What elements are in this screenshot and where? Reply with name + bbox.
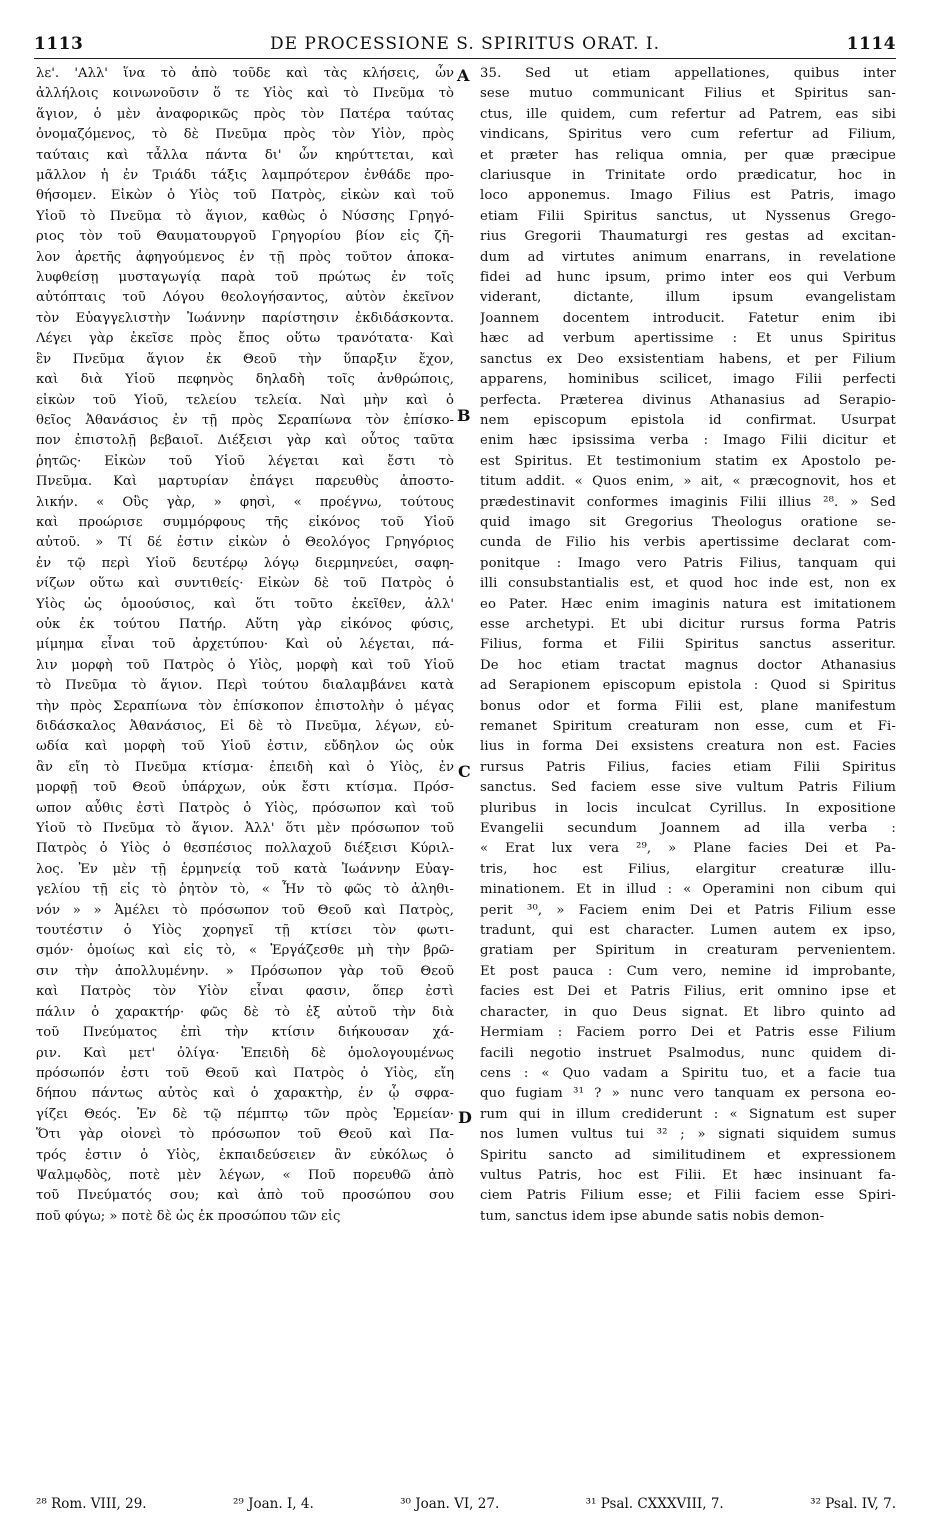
text-line: ἂν εἴη τὸ Πνεῦμα κτίσμα· ἐπειδὴ καὶ ὁ Υἱὸς, ἐν (36, 759, 454, 775)
text-line: Filius, forma et Filii Spiritus sanctus asseritur. (480, 637, 896, 653)
text-line: tris, hoc est Filius, elargitur creaturæ illu- (480, 861, 896, 877)
text-line: hæc ad verbum apertissime : Et unus Spiritus (480, 331, 896, 347)
text-line: De hoc etiam tractat magnus doctor Athanasius (480, 657, 896, 673)
text-line: ῥητῶς· Εἰκὼν τοῦ Υἱοῦ λέγεται καὶ ἔστι τὸ (36, 453, 454, 469)
text-line: ποῦ φύγω; » ποτὲ δὲ ὡς ἐκ προσώπου τῶν εἰς (36, 1208, 341, 1224)
text-line: Spiritu sancto ad similitudinem et expressionem (480, 1147, 896, 1163)
text-line: nos lumen vultus tui ³² ; » signati siquidem sumus (480, 1127, 896, 1143)
text-line: character, in quo Deus signat. Et libro quinto ad (480, 1004, 896, 1020)
text-line: μίμημα εἶναι τοῦ ἀρχετύπου· Καὶ οὐ λέγεται, πά- (36, 637, 454, 653)
text-line: bonus odor et forma Filii est, plane manifestum (480, 698, 896, 714)
text-line: γελίου τῇ εἰς τὸ ῥητὸν τὸ, « Ἦν τὸ φῶς τὸ ἀληθι- (36, 882, 454, 898)
text-line: rius Gregorii Thaumaturgi res gestas ad excitan- (480, 229, 896, 245)
text-line: δήπου πάντως αὐτὸς καὶ ὁ χαρακτὴρ, ἐν ᾧ σφρα- (36, 1086, 454, 1102)
text-line: Υἱὸς ὡς ὁμοούσιος, καὶ ὅτι τοῦτο ἐκεῖθεν, ἀλλ' (36, 596, 454, 612)
text-line: διδάσκαλος Ἀθανάσιος, Εἰ δὲ τὸ Πνεῦμα, λέγων, εὐ- (36, 719, 454, 734)
text-line: ctus, ille quidem, cum refertur ad Patrem, eas sibi (480, 106, 896, 122)
text-line: αὐτοῦ. » Τί δέ ἐστιν εἰκὼν ὁ Θεολόγος Γρηγόριος (36, 535, 454, 551)
text-line: sanctus. Sed faciem esse sive vultum Patris Filium (480, 780, 896, 796)
text-line: ἐν τῷ περὶ Υἱοῦ δευτέρῳ λόγῳ διερμηνεύει, σαφη- (36, 555, 454, 571)
text-line: μορφῇ τοῦ Θεοῦ ὑπάρχων, οὐκ ἔστι κτίσμα. Πρόσ- (36, 780, 454, 796)
text-line: remanet Spiritum creaturam non esse, cum et Fi- (480, 719, 896, 734)
text-line: tradunt, qui est character. Lumen autem ex ipso, (480, 923, 896, 939)
text-line: λον ἀρετῆς ἀφηγούμενος ἐν τῇ πρὸς τοῦτον ἀποκα- (36, 249, 454, 265)
text-line: nem episcopum epistola id confirmat. Usurpat (480, 412, 896, 428)
text-line: λιν μορφὴ τοῦ Πατρὸς ὁ Υἱὸς, μορφὴ καὶ τοῦ Υἱοῦ (36, 657, 454, 673)
text-line: ciem Patris Filium esse; et Filii faciem esse Spiri- (480, 1188, 896, 1204)
text-line: ὀνομαζόμενος, τὸ δὲ Πνεῦμα πρὸς τὸν Υἱὸν, πρὸς (36, 127, 454, 143)
page-number-right: 1114 (846, 34, 896, 54)
text-line: Λέγει γὰρ ἐκεῖσε πρὸς ἔπος οὕτω τρανότατα· Καὶ (36, 331, 454, 347)
text-line: cunda de Filio his verbis apertissime declarat com- (480, 535, 896, 551)
text-line: πον ἐπιστολῇ βεβαιοῖ. Διέξεισι γὰρ καὶ οὗτος ταῦτα (36, 433, 454, 449)
text-line: et præter has reliqua omnia, per quæ præcipue (480, 147, 896, 163)
text-line: νόν » » Ἀμέλει τὸ πρόσωπον τοῦ Θεοῦ καὶ Πατρὸς, (36, 902, 454, 918)
text-line: ωπον αὖθις ἐστὶ Πατρὸς ὁ Υἱὸς, πρόσωπον καὶ τοῦ (36, 800, 454, 816)
footnote-31: ³¹ Psal. CXXXVIII, 7. (585, 1496, 724, 1512)
text-line: καὶ Πατρὸς τὸν Υἱὸν εἶναι φασιν, ὅπερ ἐστὶ (36, 984, 454, 1000)
footnote-29: ²⁹ Joan. I, 4. (232, 1496, 314, 1512)
text-line: καὶ διὰ Υἱοῦ πεφηνὸς δηλαδὴ τοῖς ἀνθρώποις, (36, 372, 454, 388)
margin-marker-d: D (458, 1108, 472, 1127)
text-line: Πνεῦμα. Καὶ μαρτυρίαν ἐπάγει παρευθὺς ἀποστο- (36, 474, 454, 490)
margin-marker-a: A (457, 66, 470, 85)
text-line: sese mutuo communicant Filius et Spiritus san- (480, 86, 896, 102)
text-line: Hermiam : Faciem porro Dei et Patris esse Filium (480, 1025, 896, 1041)
text-line: λικήν. « Οὓς γὰρ, » φησὶ, « προέγνω, τούτους (36, 494, 454, 510)
text-line: τὸν Εὐαγγελιστὴν Ἰωάννην παρίστησιν ἐκδιδάσκοντα. (36, 310, 454, 326)
text-line: facili negotio instruet Psalmodus, nunc quidem di- (480, 1045, 896, 1061)
text-line: eo Pater. Hæc enim imaginis natura est imitationem (480, 596, 896, 612)
text-line: πρόσωπόν ἐστι τοῦ Θεοῦ καὶ Πατρὸς ὁ Υἱὸς, εἴη (36, 1065, 454, 1081)
text-line: facies est Dei et Patris Filius, erit omnino ipse et (480, 984, 896, 1000)
text-line: τὸ Πνεῦμα τὸ ἅγιον. Περὶ τούτου διαλαμβάνει κατὰ (36, 678, 454, 694)
text-line: minationem. Et in illud : « Operamini non cibum qui (480, 882, 896, 898)
footnote-32: ³² Psal. IV, 7. (810, 1496, 896, 1512)
text-line: Joannem docentem introducit. Fatetur enim ibi (480, 310, 896, 326)
text-line: prædestinavit conformes imaginis Filii illius ²⁸. » Sed (480, 494, 896, 510)
text-line: 35. Sed ut etiam appellationes, quibus inter (480, 66, 896, 81)
text-line: τουτέστιν ὁ Υἱὸς χορηγεῖ τῇ κτίσει τὸν φωτι- (36, 923, 454, 939)
text-line: τρός ἐστιν ὁ Υἱὸς, ἐκπαιδεύσειεν ἂν εὐκόλως ὁ (36, 1147, 454, 1163)
text-line: vultus Patris, hoc est Filii. Et hæc insinuant fa- (480, 1167, 896, 1183)
greek-text-column (36, 64, 454, 1227)
text-line: λυφθείσῃ μυσταγωγίᾳ παρὰ τοῦ πρώτως ἐν τοῖς (36, 270, 454, 286)
text-line: dum ad virtutes animum enarrans, in revelatione (480, 249, 896, 265)
text-line: esse archetypi. Et ubi dicitur rursus forma Patris (480, 616, 896, 632)
text-line: titum addit. « Quos enim, » ait, « præcognovit, hos et (480, 474, 896, 490)
text-line: ἅγιον, ὁ μὲν ἀναφορικῶς πρὸς τὸν Πατέρα ταύτας (36, 106, 454, 122)
text-line: pluribus in locis inculcat Cyrillus. In expositione (480, 800, 896, 816)
text-line: quo fugiam ³¹ ? » nunc vero tanquam ex persona eo- (480, 1086, 896, 1102)
text-line: cens : « Quo vadam a Spiritu tuo, et a facie tua (480, 1065, 896, 1081)
text-line: σιν τὴν ἀπολλυμένην. » Πρόσωπον γὰρ τοῦ Θεοῦ (36, 963, 454, 979)
text-line: ριος τὸν τοῦ Θαυματουργοῦ Γρηγορίου βίον εἰς ζῆ- (36, 229, 454, 245)
footnote-30: ³⁰ Joan. VI, 27. (400, 1496, 500, 1512)
text-line: οὐκ ἐκ τούτου Πατήρ. Αὕτη γὰρ εἰκόνος φύσις, (36, 616, 454, 632)
text-line: εἰκὼν τοῦ Υἱοῦ, τελείου τελεία. Ναὶ μὴν καὶ ὁ (36, 392, 454, 408)
text-line: « Erat lux vera ²⁹, » Plane facies Dei et Pa- (480, 841, 896, 857)
running-header (34, 32, 896, 59)
text-line: Ψαλμῳδὸς, ποτὲ μὲν λέγων, « Ποῦ πορευθῶ ἀπὸ (36, 1167, 454, 1183)
text-line: Evangelii secundum Joannem ad illa verba : (480, 821, 896, 837)
text-line: ad Serapionem episcopum epistola : Quod si Spiritus (480, 678, 896, 694)
text-line: fidei ad hunc ipsum, primo inter eos qui Verbum (480, 270, 896, 286)
margin-marker-c: C (458, 762, 471, 781)
text-line: lius in forma Dei exsistens creatura non est. Facies (480, 739, 896, 755)
text-line: quid imago sit Gregorius Theologus oratione se- (480, 514, 896, 530)
text-line: θήσομεν. Εἰκὼν ὁ Υἱὸς τοῦ Πατρὸς, εἰκὼν καὶ τοῦ (36, 188, 454, 204)
text-line: est Spiritus. Et testimonium statim ex Apostolo pe- (480, 453, 896, 469)
text-line: Υἱοῦ τὸ Πνεῦμα τὸ ἅγιον, καθὼς ὁ Νύσσης Γρηγό- (36, 208, 454, 224)
text-line: γίζει Θεός. Ἐν δὲ τῷ πέμπτῳ τῶν πρὸς Ἑρμείαν· (36, 1106, 454, 1122)
text-line: ἀλλήλοις κοινωνοῦσιν ὅ τε Υἱὸς καὶ τὸ Πνεῦμα τὸ (36, 86, 454, 102)
text-line: illi consubstantialis est, et quod hoc inde est, non ex (480, 576, 896, 592)
text-line: τοῦ Πνεύματος ἐπὶ τὴν κτίσιν διήκουσαν χά- (36, 1025, 454, 1041)
text-line: πάλιν ὁ χαρακτήρ· φῶς δὲ τὸ ἐξ αὐτοῦ τὴν διὰ (36, 1004, 454, 1020)
text-line: rursus Patris Filius, facies etiam Filii Spiritus (480, 759, 896, 775)
text-line: etiam Filii Spiritus sanctus, ut Nyssenus Grego- (480, 208, 896, 224)
page-number-left: 1113 (34, 34, 84, 54)
margin-marker-b: B (457, 406, 471, 425)
text-line: clariusque in Trinitate ordo prædicatur, hoc in (480, 168, 896, 184)
footnotes (36, 1496, 896, 1512)
text-line: ωδία καὶ μορφὴ τοῦ Υἱοῦ ἐστιν, εὔδηλον ὡς οὐκ (36, 739, 454, 755)
text-line: θεῖος Ἀθανάσιος ἐν τῇ πρὸς Σεραπίωνα τὸν ἐπίσκο- (36, 412, 454, 428)
text-line: enim hæc ipsissima verba : Imago Filii dicitur et (480, 433, 896, 449)
running-title: DE PROCESSIONE S. SPIRITUS ORAT. I. (269, 34, 661, 54)
text-line: rum qui in illum crediderunt : « Signatum est super (480, 1106, 896, 1122)
text-line: ριν. Καὶ μετ' ὀλίγα· Ἐπειδὴ δὲ ὁμολογουμένως (36, 1045, 454, 1061)
text-line: Ὅτι γὰρ οἰονεὶ τὸ πρόσωπον τοῦ Θεοῦ καὶ Πα- (36, 1127, 454, 1143)
text-line: sanctus ex Deo exsistentiam habens, et per Filium (480, 351, 896, 367)
text-line: αὐτόπταις τοῦ Λόγου θεολογήσαντος, αὐτὸν ἐκεῖνον (36, 290, 454, 306)
text-line: perit ³⁰, » Faciem enim Dei et Patris Filium esse (480, 902, 896, 918)
text-line: ponitque : Imago vero Patris Filius, tanquam qui (480, 555, 896, 571)
text-line: loco apponemus. Imago Filius est Patris, imago (480, 188, 896, 204)
text-line: σμόν· ὁμοίως καὶ εἰς τὸ, « Ἐργάζεσθε μὴ τὴν βρῶ- (36, 943, 454, 959)
text-line: tum, sanctus idem ipse abunde satis nobis demon- (480, 1208, 825, 1224)
text-line: ἓν Πνεῦμα ἅγιον ἐκ Θεοῦ τὴν ὕπαρξιν ἔχον, (36, 351, 454, 367)
text-line: τὴν πρὸς Σεραπίωνα τὸν ἐπίσκοπον ἐπιστολὴν ὁ μέγας (36, 698, 454, 714)
text-line: νίζων οὕτω καὶ συντιθείς· Εἰκὼν δὲ τοῦ Πατρὸς ὁ (36, 576, 454, 592)
text-line: λος. Ἐν μὲν τῇ ἑρμηνείᾳ τοῦ κατὰ Ἰωάννην Εὐαγ- (36, 861, 454, 877)
text-line: λε'. 'Αλλ' ἵνα τὸ ἀπὸ τοῦδε καὶ τὰς κλήσεις, ὧν (36, 66, 454, 81)
text-line: Et post pauca : Cum vero, nemine id improbante, (480, 963, 896, 979)
text-line: Υἱοῦ τὸ Πνεῦμα τὸ ἅγιον. Ἀλλ' ὅτι μὲν πρόσωπον τοῦ (36, 821, 454, 837)
text-line: perfecta. Præterea divinus Athanasius ad Serapio- (480, 392, 896, 408)
text-line: μᾶλλον ἡ ἐν Τριάδι τάξις λαμπρότερον ἐνθάδε προ- (36, 168, 454, 184)
text-line: viderant, dictante, illum ipsum evangelistam (480, 290, 896, 306)
text-line: καὶ προώρισε συμμόρφους τῆς εἰκόνος τοῦ Υἱοῦ (36, 514, 454, 530)
footnote-28: ²⁸ Rom. VIII, 29. (36, 1496, 147, 1512)
text-line: τοῦ Πνεύματός σου; καὶ ἀπὸ τοῦ προσώπου σου (36, 1188, 454, 1204)
text-line: ταύταις καὶ τἆλλα πάντα δι' ὧν κηρύττεται, καὶ (36, 147, 454, 163)
text-line: apparens, hominibus scilicet, imago Filii perfecti (480, 372, 896, 388)
latin-text-column (480, 64, 896, 1227)
text-line: Πατρὸς ὁ Υἱὸς ὁ θεσπέσιος πολλαχοῦ διέξεισι Κύριλ- (36, 841, 454, 857)
text-line: gratiam per Spiritum in creaturam pervenientem. (480, 943, 896, 959)
text-line: vindicans, Spiritus vero cum refertur ad Filium, (480, 127, 896, 143)
